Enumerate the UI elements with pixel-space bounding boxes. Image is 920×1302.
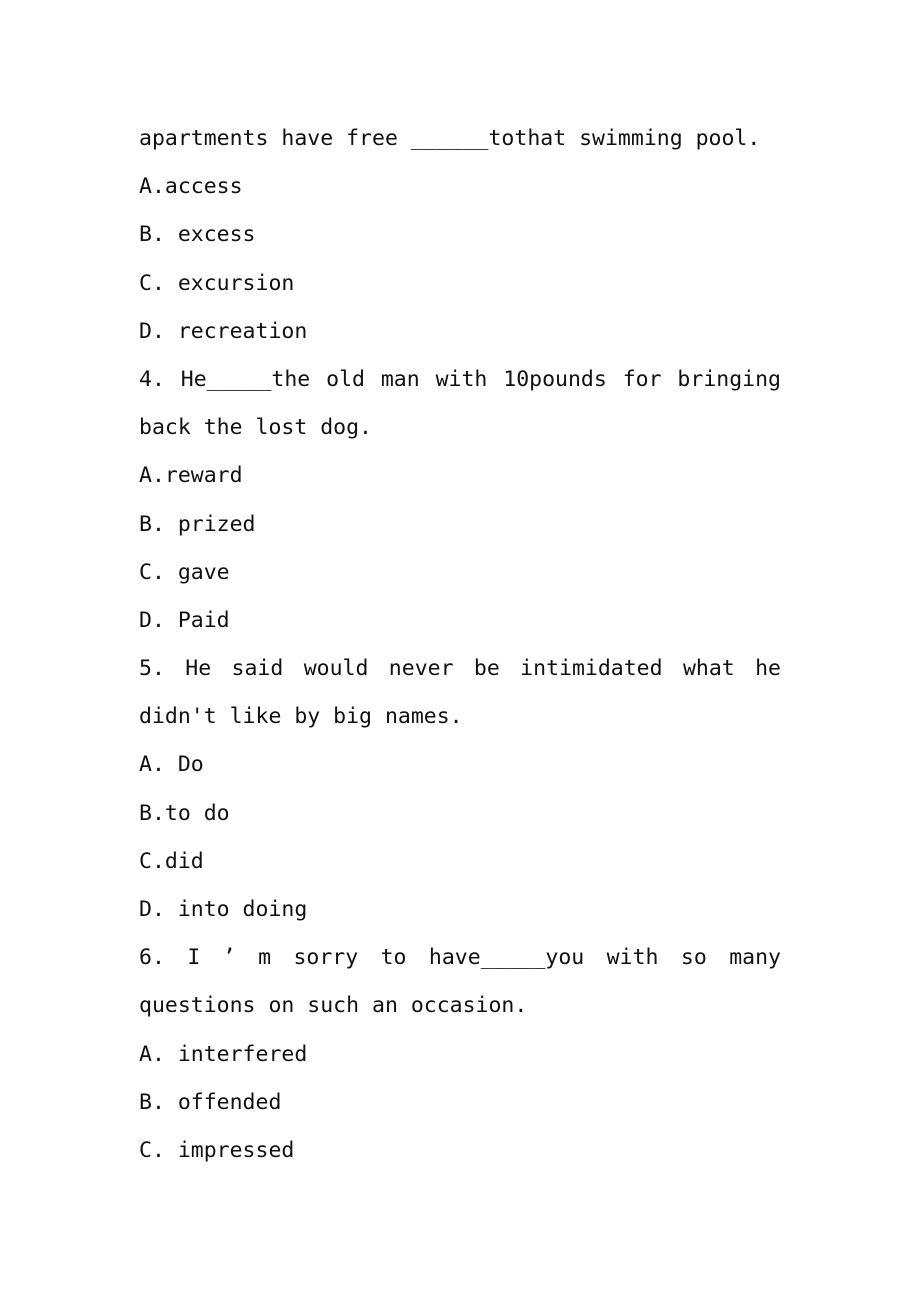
q4-option-a: A.reward [139,463,243,489]
q4-option-c: C. gave [139,559,230,585]
question-6-stem-continued: questions on such an occasion. [139,993,528,1019]
q5-option-d: D. into doing [139,897,308,922]
q4-option-b: B. prized [139,511,256,537]
q6-option-b: B. offended [139,1089,282,1115]
question-5-stem: 5. He said would never be intimidated what he [139,656,781,682]
question-4-stem: 4. He_____the old man with 10pounds for bringing [139,366,781,392]
question-5-stem-continued: didn't like by big names. [139,704,463,730]
q5-option-a: A. Do [139,752,204,778]
q3-option-c: C. excursion [139,270,295,296]
q5-option-b: B.to do [139,800,230,826]
q3-option-b: B. excess [139,222,256,248]
q3-option-a: A.access [139,174,243,200]
q5-option-c: C.did [139,848,204,874]
q4-option-d: D. Paid [139,607,230,633]
document-page [139,115,781,1175]
q3-option-d: D. recreation [139,318,308,344]
question-6-stem: 6. I ’ m sorry to have_____you with so many [139,945,781,971]
q6-option-c: C. impressed [139,1137,295,1163]
q6-option-a: A. interfered [139,1041,308,1067]
question-4-stem-continued: back the lost dog. [139,415,372,441]
question-3-stem-continued: apartments have free ______tothat swimming pool. [139,126,761,151]
